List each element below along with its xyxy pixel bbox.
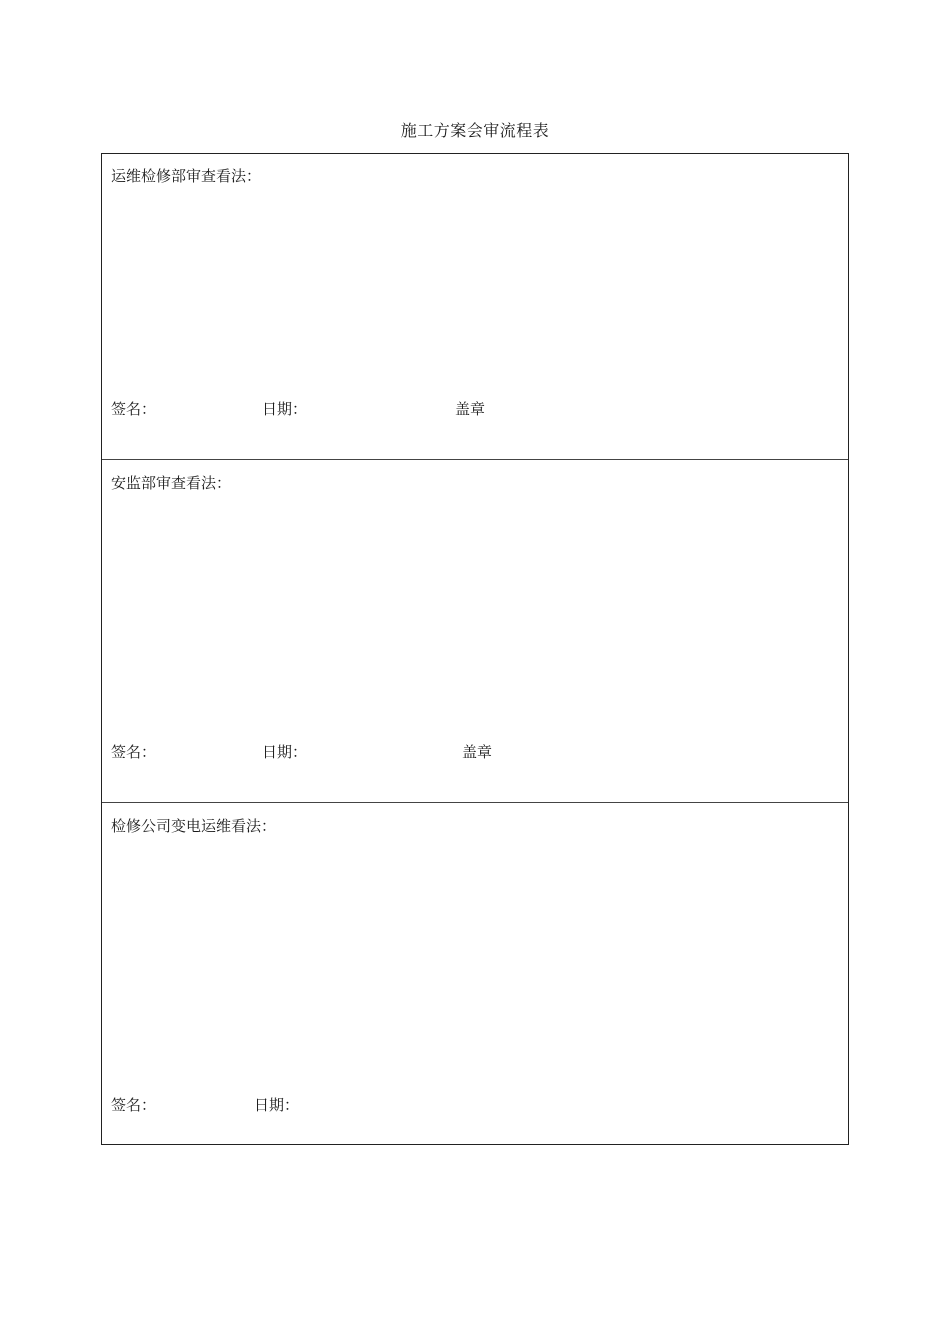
section-safety-supervision: [102, 459, 848, 803]
section-label: 检修公司变电运维看法：: [111, 817, 277, 835]
seal-label: 盖章: [455, 400, 486, 418]
signature-label: 签名：: [111, 1096, 157, 1114]
seal-label: 盖章: [462, 743, 493, 761]
section-label: 运维检修部审查看法：: [111, 167, 262, 185]
date-label: 日期：: [254, 1096, 300, 1114]
page-title: 施工方案会审流程表: [400, 121, 550, 140]
section-label: 安监部审查看法：: [111, 474, 232, 492]
date-label: 日期：: [262, 400, 308, 418]
signature-label: 签名：: [111, 743, 157, 761]
section-substation-operations: [102, 802, 848, 1145]
section-operations-maintenance: [102, 154, 848, 459]
review-form-table: [101, 153, 849, 1145]
signature-label: 签名：: [111, 400, 157, 418]
date-label: 日期：: [262, 743, 308, 761]
